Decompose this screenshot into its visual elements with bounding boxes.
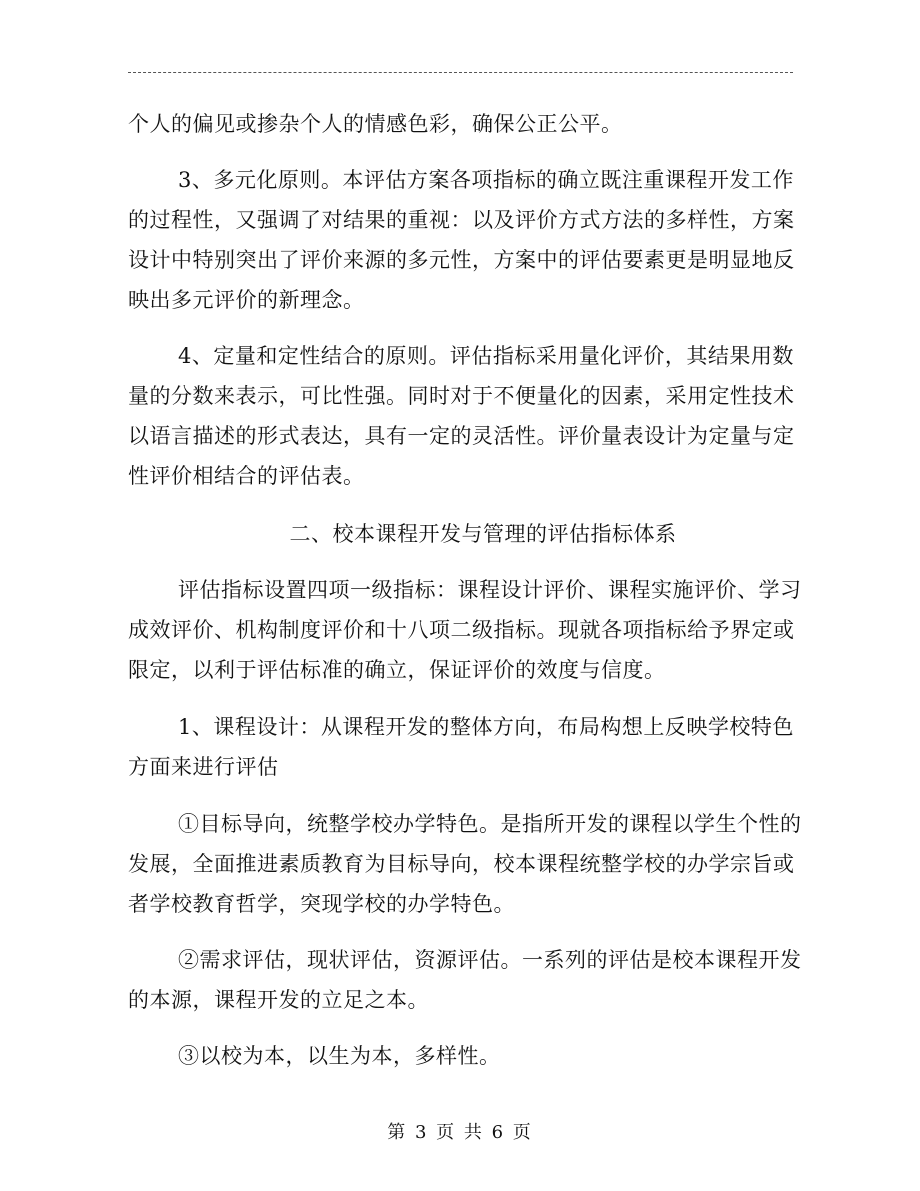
text-line: 成效评价、机构制度评价和十八项二级指标。现就各项指标给予界定或 — [128, 618, 795, 642]
page-footer: 第 3 页 共 6 页 — [387, 1122, 533, 1143]
text-line: 个人的偏见或掺杂个人的情感色彩，确保公正公平。 — [128, 112, 623, 136]
text-line: 以语言描述的形式表达，具有一定的灵活性。评价量表设计为定量与定 — [128, 424, 795, 448]
text-line: 映出多元评价的新理念。 — [128, 288, 365, 312]
text-line: 评估指标设置四项一级指标：课程设计评价、课程实施评价、学习 — [178, 578, 802, 602]
text-line: 设计中特别突出了评价来源的多元性，方案中的评估要素更是明显地反 — [128, 248, 795, 272]
text-line: 的本源，课程开发的立足之本。 — [128, 988, 429, 1012]
section-heading: 二、校本课程开发与管理的评估指标体系 — [289, 522, 677, 546]
text-line: ③以校为本，以生为本，多样性。 — [178, 1044, 501, 1068]
text-line: ②需求评估，现状评估，资源评估。一系列的评估是校本课程开发 — [178, 948, 802, 972]
text-line: 方面来进行评估 — [128, 755, 279, 779]
header-rule — [128, 72, 793, 73]
text-line: 性评价相结合的评估表。 — [128, 464, 365, 488]
text-line: 限定，以利于评估标准的确立，保证评价的效度与信度。 — [128, 658, 666, 682]
text-line: 1、课程设计：从课程开发的整体方向，布局构想上反映学校特色 — [178, 715, 794, 739]
text-line: 量的分数来表示，可比性强。同时对于不便量化的因素，采用定性技术 — [128, 384, 795, 408]
text-line: 3、多元化原则。本评估方案各项指标的确立既注重课程开发工作 — [178, 168, 794, 192]
text-line: 的过程性，又强调了对结果的重视：以及评价方式方法的多样性，方案 — [128, 208, 795, 232]
text-line: 者学校教育哲学，突现学校的办学特色。 — [128, 892, 515, 916]
text-line: 4、定量和定性结合的原则。评估指标采用量化评价，其结果用数 — [178, 344, 794, 368]
text-line: 发展，全面推进素质教育为目标导向，校本课程统整学校的办学宗旨或 — [128, 852, 795, 876]
text-line: ①目标导向，统整学校办学特色。是指所开发的课程以学生个性的 — [178, 812, 802, 836]
